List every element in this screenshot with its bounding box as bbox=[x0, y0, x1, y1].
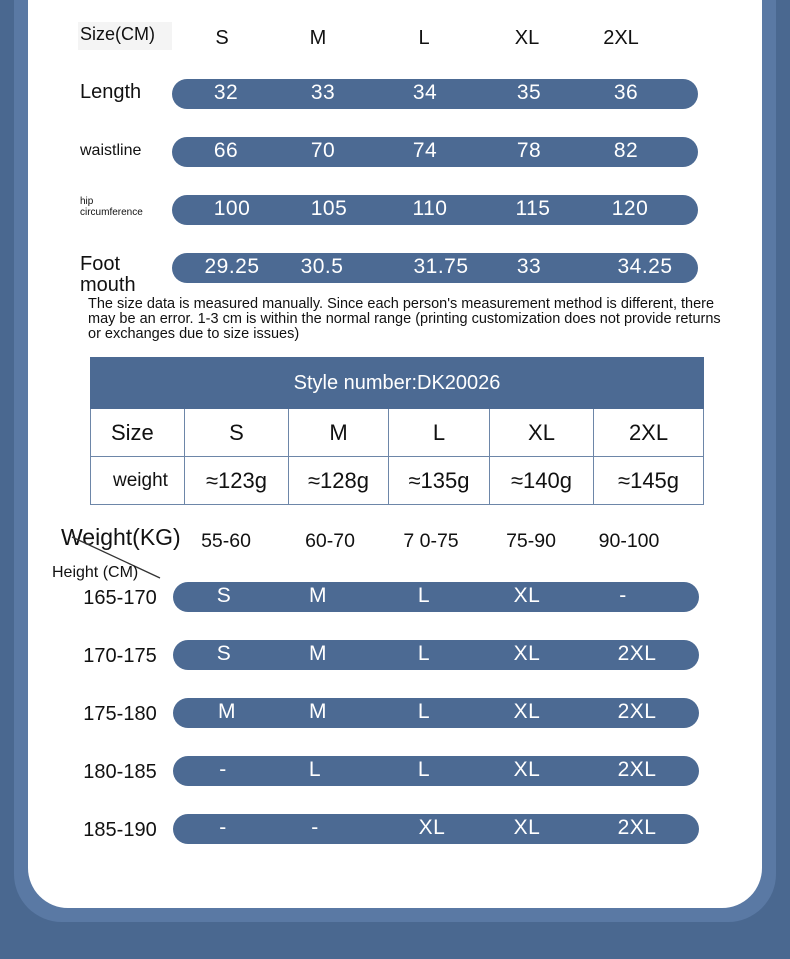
height-row-5: 185-190 bbox=[83, 819, 157, 841]
size-col-l: L bbox=[418, 27, 430, 49]
waistline-s: 66 bbox=[213, 139, 239, 162]
row-label-waistline: waistline bbox=[80, 142, 142, 159]
style-size-xl: XL bbox=[490, 409, 594, 457]
height-row-4: 180-185 bbox=[83, 761, 157, 783]
rec-4-xl: XL bbox=[513, 758, 541, 781]
waistline-2xl: 82 bbox=[613, 139, 639, 162]
recommend-pill-4 bbox=[173, 756, 699, 786]
rec-1-l: L bbox=[417, 584, 431, 607]
style-weight-xl: ≈140g bbox=[490, 457, 594, 505]
row-label-mouth: mouth bbox=[80, 274, 136, 296]
rec-2-xl: XL bbox=[513, 642, 541, 665]
recommend-pill-2 bbox=[173, 640, 699, 670]
rec-3-s: M bbox=[218, 700, 236, 723]
style-title-row bbox=[91, 358, 704, 409]
recommend-pill-1 bbox=[173, 582, 699, 612]
hip-l: 110 bbox=[412, 197, 448, 220]
rec-2-s: S bbox=[216, 642, 232, 665]
rec-1-s: S bbox=[216, 584, 232, 607]
rec-4-l: L bbox=[417, 758, 431, 781]
waistline-m: 70 bbox=[310, 139, 336, 162]
foot-mouth-m: 30.5 bbox=[300, 255, 344, 278]
rec-5-l: XL bbox=[418, 816, 446, 839]
rec-4-s: - bbox=[219, 758, 227, 781]
row-label-length: Length bbox=[80, 81, 142, 103]
weight-range-2: 60-70 bbox=[305, 530, 355, 552]
foot-mouth-2xl: 34.25 bbox=[617, 255, 673, 278]
weight-range-4: 75-90 bbox=[506, 530, 556, 552]
weight-range-5: 90-100 bbox=[598, 530, 660, 552]
hip-xl: 115 bbox=[515, 197, 551, 220]
size-header-label-text: Size(CM) bbox=[80, 24, 155, 44]
rec-3-2xl: 2XL bbox=[617, 700, 657, 723]
length-2xl: 36 bbox=[613, 81, 639, 104]
rec-1-m: M bbox=[309, 584, 327, 607]
height-row-2: 170-175 bbox=[83, 645, 157, 667]
height-cm-label: Height (CM) bbox=[52, 564, 139, 581]
rec-3-xl: XL bbox=[513, 700, 541, 723]
foot-mouth-s: 29.25 bbox=[204, 255, 260, 278]
length-xl: 35 bbox=[516, 81, 542, 104]
recommend-pill-3 bbox=[173, 698, 699, 728]
rec-1-xl: XL bbox=[513, 584, 541, 607]
pill-length bbox=[172, 79, 698, 109]
rec-2-2xl: 2XL bbox=[617, 642, 657, 665]
height-row-1: 165-170 bbox=[83, 587, 157, 609]
weight-kg-label: Weight(KG) bbox=[61, 524, 181, 550]
rec-1-2xl: - bbox=[619, 584, 627, 607]
pill-waistline bbox=[172, 137, 698, 167]
rec-5-xl: XL bbox=[513, 816, 541, 839]
rec-5-2xl: 2XL bbox=[617, 816, 657, 839]
hip-m: 105 bbox=[310, 197, 348, 220]
size-col-s: S bbox=[215, 27, 229, 49]
rec-2-m: M bbox=[309, 642, 327, 665]
rec-2-l: L bbox=[417, 642, 431, 665]
length-s: 32 bbox=[213, 81, 239, 104]
waistline-xl: 78 bbox=[516, 139, 542, 162]
row-label-foot: Foot bbox=[80, 253, 121, 275]
height-row-3: 175-180 bbox=[83, 703, 157, 725]
style-weight-row bbox=[91, 457, 704, 505]
style-weight-s: ≈123g bbox=[185, 457, 289, 505]
waistline-l: 74 bbox=[412, 139, 438, 162]
style-weight-m: ≈128g bbox=[289, 457, 389, 505]
rec-4-m: L bbox=[308, 758, 322, 781]
foot-mouth-xl: 33 bbox=[516, 255, 542, 278]
rec-5-s: - bbox=[219, 816, 227, 839]
style-weight-2xl: ≈145g bbox=[594, 457, 704, 505]
style-weight-table bbox=[90, 357, 704, 505]
hip-s: 100 bbox=[213, 197, 251, 220]
length-l: 34 bbox=[412, 81, 438, 104]
hip-2xl: 120 bbox=[611, 197, 649, 220]
style-size-2xl: 2XL bbox=[594, 409, 704, 457]
weight-range-1: 55-60 bbox=[201, 530, 251, 552]
rec-3-l: L bbox=[417, 700, 431, 723]
style-weight-l: ≈135g bbox=[389, 457, 490, 505]
style-size-l: L bbox=[389, 409, 490, 457]
size-col-2xl: 2XL bbox=[603, 27, 639, 49]
length-m: 33 bbox=[310, 81, 336, 104]
foot-mouth-l: 31.75 bbox=[413, 255, 469, 278]
style-number-title: Style number:DK20026 bbox=[91, 358, 704, 409]
rec-5-m: - bbox=[311, 816, 319, 839]
recommend-pill-5 bbox=[173, 814, 699, 844]
row-label-circumference: circumference bbox=[80, 207, 143, 218]
style-weight-label: weight bbox=[91, 457, 185, 505]
style-size-m: M bbox=[289, 409, 389, 457]
pill-foot-mouth bbox=[172, 253, 698, 283]
row-label-hip: hip bbox=[80, 196, 94, 207]
weight-range-3: 7 0-75 bbox=[403, 530, 459, 552]
size-col-m: M bbox=[309, 27, 327, 49]
style-size-label: Size bbox=[91, 409, 185, 457]
style-size-row bbox=[91, 409, 704, 457]
size-col-xl: XL bbox=[514, 27, 540, 49]
rec-4-2xl: 2XL bbox=[617, 758, 657, 781]
measurement-note: The size data is measured manually. Since each person's measurement method is different, there may be an error. 1-3 cm is within the normal range (printing customization does not provide returns or exchanges due to size issues) bbox=[88, 296, 721, 342]
rec-3-m: M bbox=[309, 700, 327, 723]
pill-hip bbox=[172, 195, 698, 225]
style-size-s: S bbox=[185, 409, 289, 457]
